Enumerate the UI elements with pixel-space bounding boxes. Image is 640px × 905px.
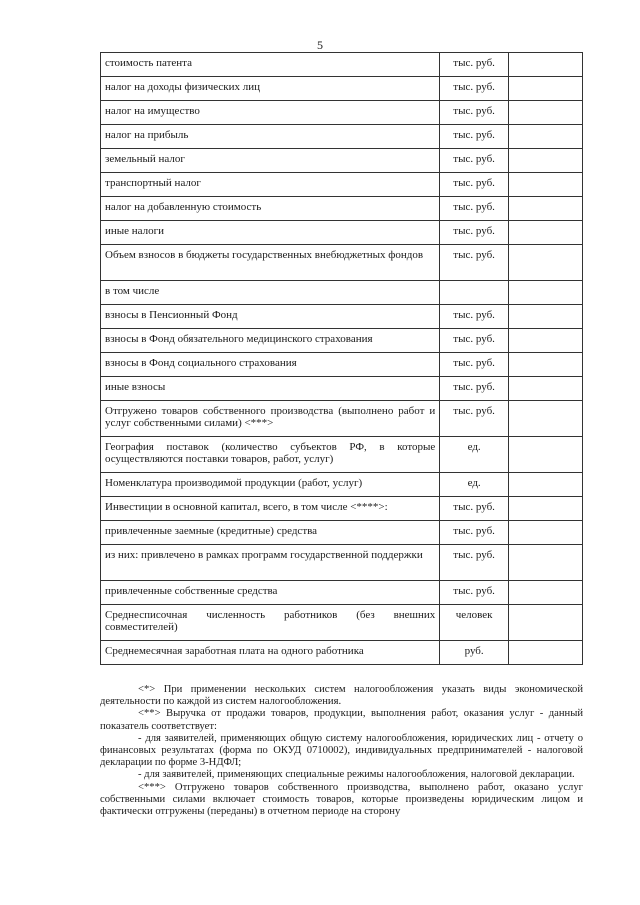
indicator-name-cell: в том числе	[101, 281, 440, 305]
value-cell	[508, 641, 582, 665]
value-cell	[508, 149, 582, 173]
indicator-name-cell: привлеченные собственные средства	[101, 581, 440, 605]
indicator-name-cell: земельный налог	[101, 149, 440, 173]
value-cell	[508, 401, 582, 437]
indicator-name-cell: взносы в Фонд социального страхования	[101, 353, 440, 377]
footnote-paragraph: <*> При применении нескольких систем налогообложения указать виды экономической деятельности по каждой из систем налогообложения.	[100, 684, 583, 708]
indicator-name-cell: привлеченные заемные (кредитные) средства	[101, 521, 440, 545]
footnote-paragraph: <**> Выручка от продажи товаров, продукции, выполнения работ, оказания услуг - данный показатель соответствует:	[100, 708, 583, 732]
table-row	[101, 353, 583, 377]
unit-cell: тыс. руб.	[440, 197, 509, 221]
unit-cell: тыс. руб.	[440, 245, 509, 281]
value-cell	[508, 437, 582, 473]
table-row	[101, 377, 583, 401]
table-row	[101, 149, 583, 173]
indicator-name-cell: Инвестиции в основной капитал, всего, в том числе <****>:	[101, 497, 440, 521]
value-cell	[508, 377, 582, 401]
footnotes	[100, 684, 583, 818]
value-cell	[508, 173, 582, 197]
table-row	[101, 473, 583, 497]
table-row	[101, 401, 583, 437]
unit-cell: человек	[440, 605, 509, 641]
table-row	[101, 221, 583, 245]
indicator-name-cell: География поставок (количество субъектов РФ, в которые осуществляются поставки товаров, работ, услуг)	[101, 437, 440, 473]
indicator-name-cell: налог на прибыль	[101, 125, 440, 149]
unit-cell: тыс. руб.	[440, 545, 509, 581]
unit-cell: тыс. руб.	[440, 173, 509, 197]
value-cell	[508, 581, 582, 605]
page-number: 5	[317, 38, 323, 52]
unit-cell: тыс. руб.	[440, 101, 509, 125]
table-row	[101, 77, 583, 101]
indicator-name-cell: транспортный налог	[101, 173, 440, 197]
unit-cell: тыс. руб.	[440, 77, 509, 101]
footnote-paragraph: <***> Отгружено товаров собственного производства, выполнено работ, оказано услуг собственными силами включает стоимость товаров, которые произведены юридическим лицом и фактически отгружены (переданы) в отчетном периоде на сторону	[100, 781, 583, 818]
value-cell	[508, 497, 582, 521]
table-row	[101, 53, 583, 77]
indicator-name-cell: из них: привлечено в рамках программ государственной поддержки	[101, 545, 440, 581]
value-cell	[508, 545, 582, 581]
indicator-name-cell: взносы в Фонд обязательного медицинского страхования	[101, 329, 440, 353]
indicator-name-cell: Среднесписочная численность работников (без внешних совместителей)	[101, 605, 440, 641]
value-cell	[508, 473, 582, 497]
value-cell	[508, 281, 582, 305]
unit-cell: тыс. руб.	[440, 377, 509, 401]
value-cell	[508, 125, 582, 149]
value-cell	[508, 197, 582, 221]
unit-cell: тыс. руб.	[440, 353, 509, 377]
table-row	[101, 173, 583, 197]
table-row	[101, 605, 583, 641]
table-row	[101, 245, 583, 281]
indicator-name-cell: взносы в Пенсионный Фонд	[101, 305, 440, 329]
value-cell	[508, 521, 582, 545]
indicator-name-cell: стоимость патента	[101, 53, 440, 77]
indicator-name-cell: Номенклатура производимой продукции (работ, услуг)	[101, 473, 440, 497]
value-cell	[508, 605, 582, 641]
unit-cell: тыс. руб.	[440, 305, 509, 329]
table-row	[101, 329, 583, 353]
unit-cell: тыс. руб.	[440, 221, 509, 245]
indicator-name-cell: налог на имущество	[101, 101, 440, 125]
footnote-paragraph: - для заявителей, применяющих общую систему налогообложения, юридических лиц - отчету о финансовых результатах (форма по ОКУД 0710002), индивидуальных предпринимателей - налоговой декларации по форме 3-НДФЛ;	[100, 732, 583, 769]
value-cell	[508, 329, 582, 353]
footnote-paragraph: - для заявителей, применяющих специальные режимы налогообложения, налоговой декларации.	[138, 769, 575, 781]
table-row	[101, 101, 583, 125]
table-row	[101, 545, 583, 581]
table-row	[101, 641, 583, 665]
unit-cell: тыс. руб.	[440, 329, 509, 353]
indicator-name-cell: иные налоги	[101, 221, 440, 245]
indicator-name-cell: Объем взносов в бюджеты государственных внебюджетных фондов	[101, 245, 440, 281]
indicators-table-body	[101, 53, 583, 665]
value-cell	[508, 101, 582, 125]
unit-cell: тыс. руб.	[440, 497, 509, 521]
table-row	[101, 581, 583, 605]
table-row	[101, 521, 583, 545]
value-cell	[508, 245, 582, 281]
table-row	[101, 305, 583, 329]
indicator-name-cell: налог на добавленную стоимость	[101, 197, 440, 221]
value-cell	[508, 53, 582, 77]
table-row	[101, 281, 583, 305]
value-cell	[508, 305, 582, 329]
value-cell	[508, 77, 582, 101]
indicator-name-cell: иные взносы	[101, 377, 440, 401]
value-cell	[508, 221, 582, 245]
table-row	[101, 197, 583, 221]
value-cell	[508, 353, 582, 377]
indicator-name-cell: налог на доходы физических лиц	[101, 77, 440, 101]
indicator-name-cell: Отгружено товаров собственного производства (выполнено работ и услуг собственными силами) <***>	[101, 401, 440, 437]
table-row	[101, 437, 583, 473]
unit-cell: ед.	[440, 473, 509, 497]
table-row	[101, 497, 583, 521]
unit-cell: тыс. руб.	[440, 521, 509, 545]
unit-cell: тыс. руб.	[440, 401, 509, 437]
unit-cell: ед.	[440, 437, 509, 473]
unit-cell	[440, 281, 509, 305]
unit-cell: тыс. руб.	[440, 581, 509, 605]
indicators-table	[100, 52, 583, 665]
unit-cell: руб.	[440, 641, 509, 665]
indicator-name-cell: Среднемесячная заработная плата на одного работника	[101, 641, 440, 665]
unit-cell: тыс. руб.	[440, 149, 509, 173]
unit-cell: тыс. руб.	[440, 53, 509, 77]
unit-cell: тыс. руб.	[440, 125, 509, 149]
table-row	[101, 125, 583, 149]
